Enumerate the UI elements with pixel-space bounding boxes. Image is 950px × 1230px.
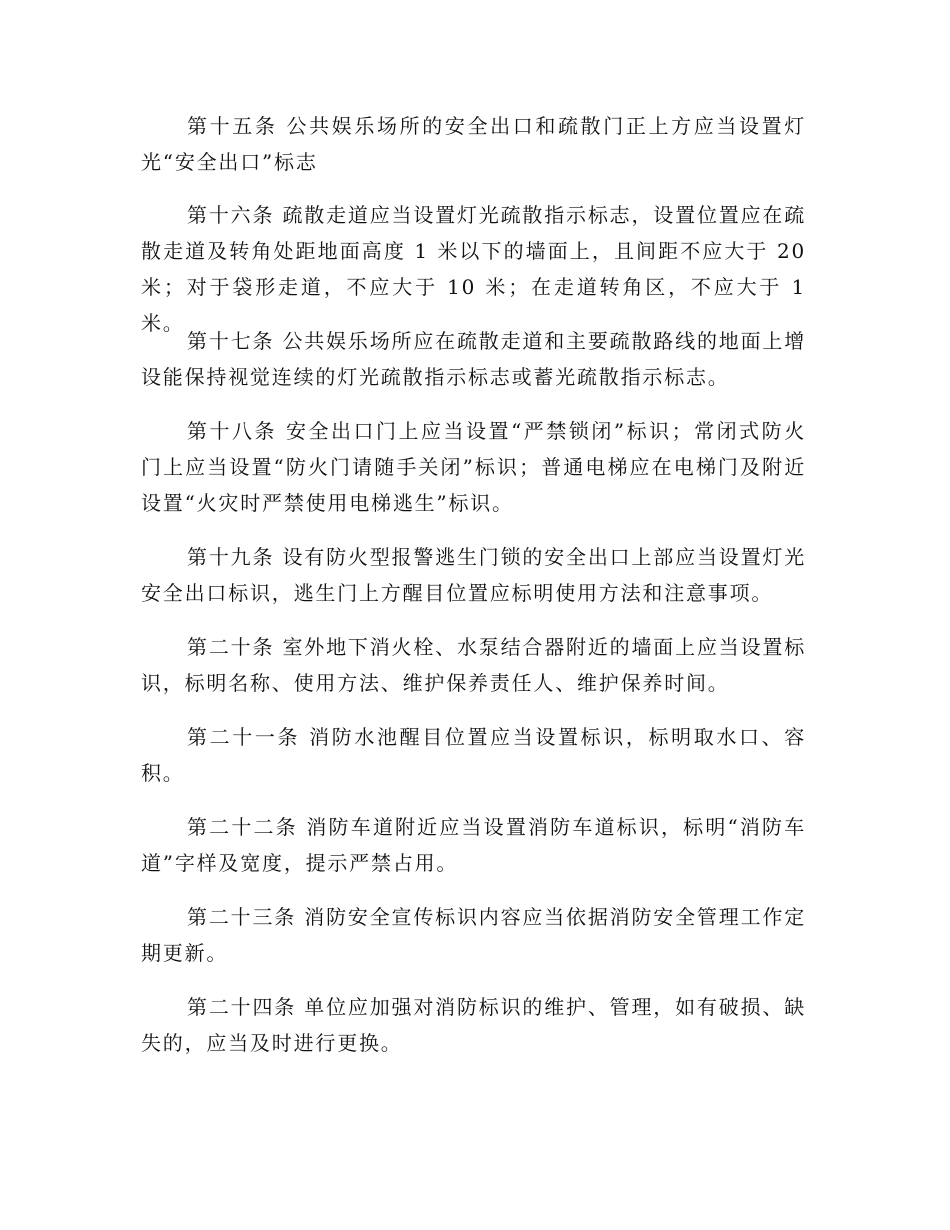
article-body: 单位应加强对消防标识的维护、管理，如有破损、缺失的，应当及时进行更换。 <box>141 995 806 1055</box>
article-heading: 第二十二条 <box>187 815 298 839</box>
article-heading: 第二十一条 <box>187 725 301 749</box>
article-heading: 第十八条 <box>187 419 278 443</box>
article-17 <box>141 323 806 395</box>
article-body: 安全出口门上应当设置“严禁锁闭”标识；常闭式防火门上应当设置“防火门请随手关闭”标识；普通电梯应在电梯门及附近设置“火灾时严禁使用电梯逃生”标识。 <box>141 419 806 515</box>
article-heading: 第二十三条 <box>187 905 297 929</box>
article-body: 疏散走道应当设置灯光疏散指示标志，设置位置应在疏散走道及转角处距地面高度 1 米以下的墙面上，且间距不应大于 20 米；对于袋形走道，不应大于 10 米；在走道转角区，不应大于 1 米。 <box>141 203 806 335</box>
article-heading: 第十六条 <box>187 203 275 227</box>
article-body: 设有防火型报警逃生门锁的安全出口上部应当设置灯光安全出口标识，逃生门上方醒目位置应标明使用方法和注意事项。 <box>141 545 806 605</box>
article-heading: 第二十四条 <box>187 995 297 1019</box>
article-16 <box>141 197 806 341</box>
article-body: 消防车道附近应当设置消防车道标识，标明“消防车道”字样及宽度，提示严禁占用。 <box>141 815 807 875</box>
article-20 <box>141 629 806 701</box>
article-heading: 第十九条 <box>187 545 275 569</box>
article-15 <box>141 108 806 180</box>
article-24 <box>141 989 806 1061</box>
article-19 <box>141 539 806 611</box>
article-body: 消防安全宣传标识内容应当依据消防安全管理工作定期更新。 <box>141 905 806 965</box>
article-18 <box>141 413 806 521</box>
article-21 <box>141 719 806 791</box>
article-23 <box>141 899 806 971</box>
article-heading: 第十五条 <box>187 114 278 138</box>
article-body: 消防水池醒目位置应当设置标识，标明取水口、容积。 <box>141 725 806 785</box>
article-body: 公共娱乐场所应在疏散走道和主要疏散路线的地面上增设能保持视觉连续的灯光疏散指示标志或蓄光疏散指示标志。 <box>141 329 806 389</box>
article-22 <box>141 809 806 881</box>
article-body: 室外地下消火栓、水泵结合器附近的墙面上应当设置标识，标明名称、使用方法、维护保养责任人、维护保养时间。 <box>141 635 806 695</box>
article-body: 公共娱乐场所的安全出口和疏散门正上方应当设置灯光“安全出口”标志 <box>141 114 806 174</box>
article-heading: 第二十条 <box>187 635 275 659</box>
article-heading: 第十七条 <box>187 329 275 353</box>
